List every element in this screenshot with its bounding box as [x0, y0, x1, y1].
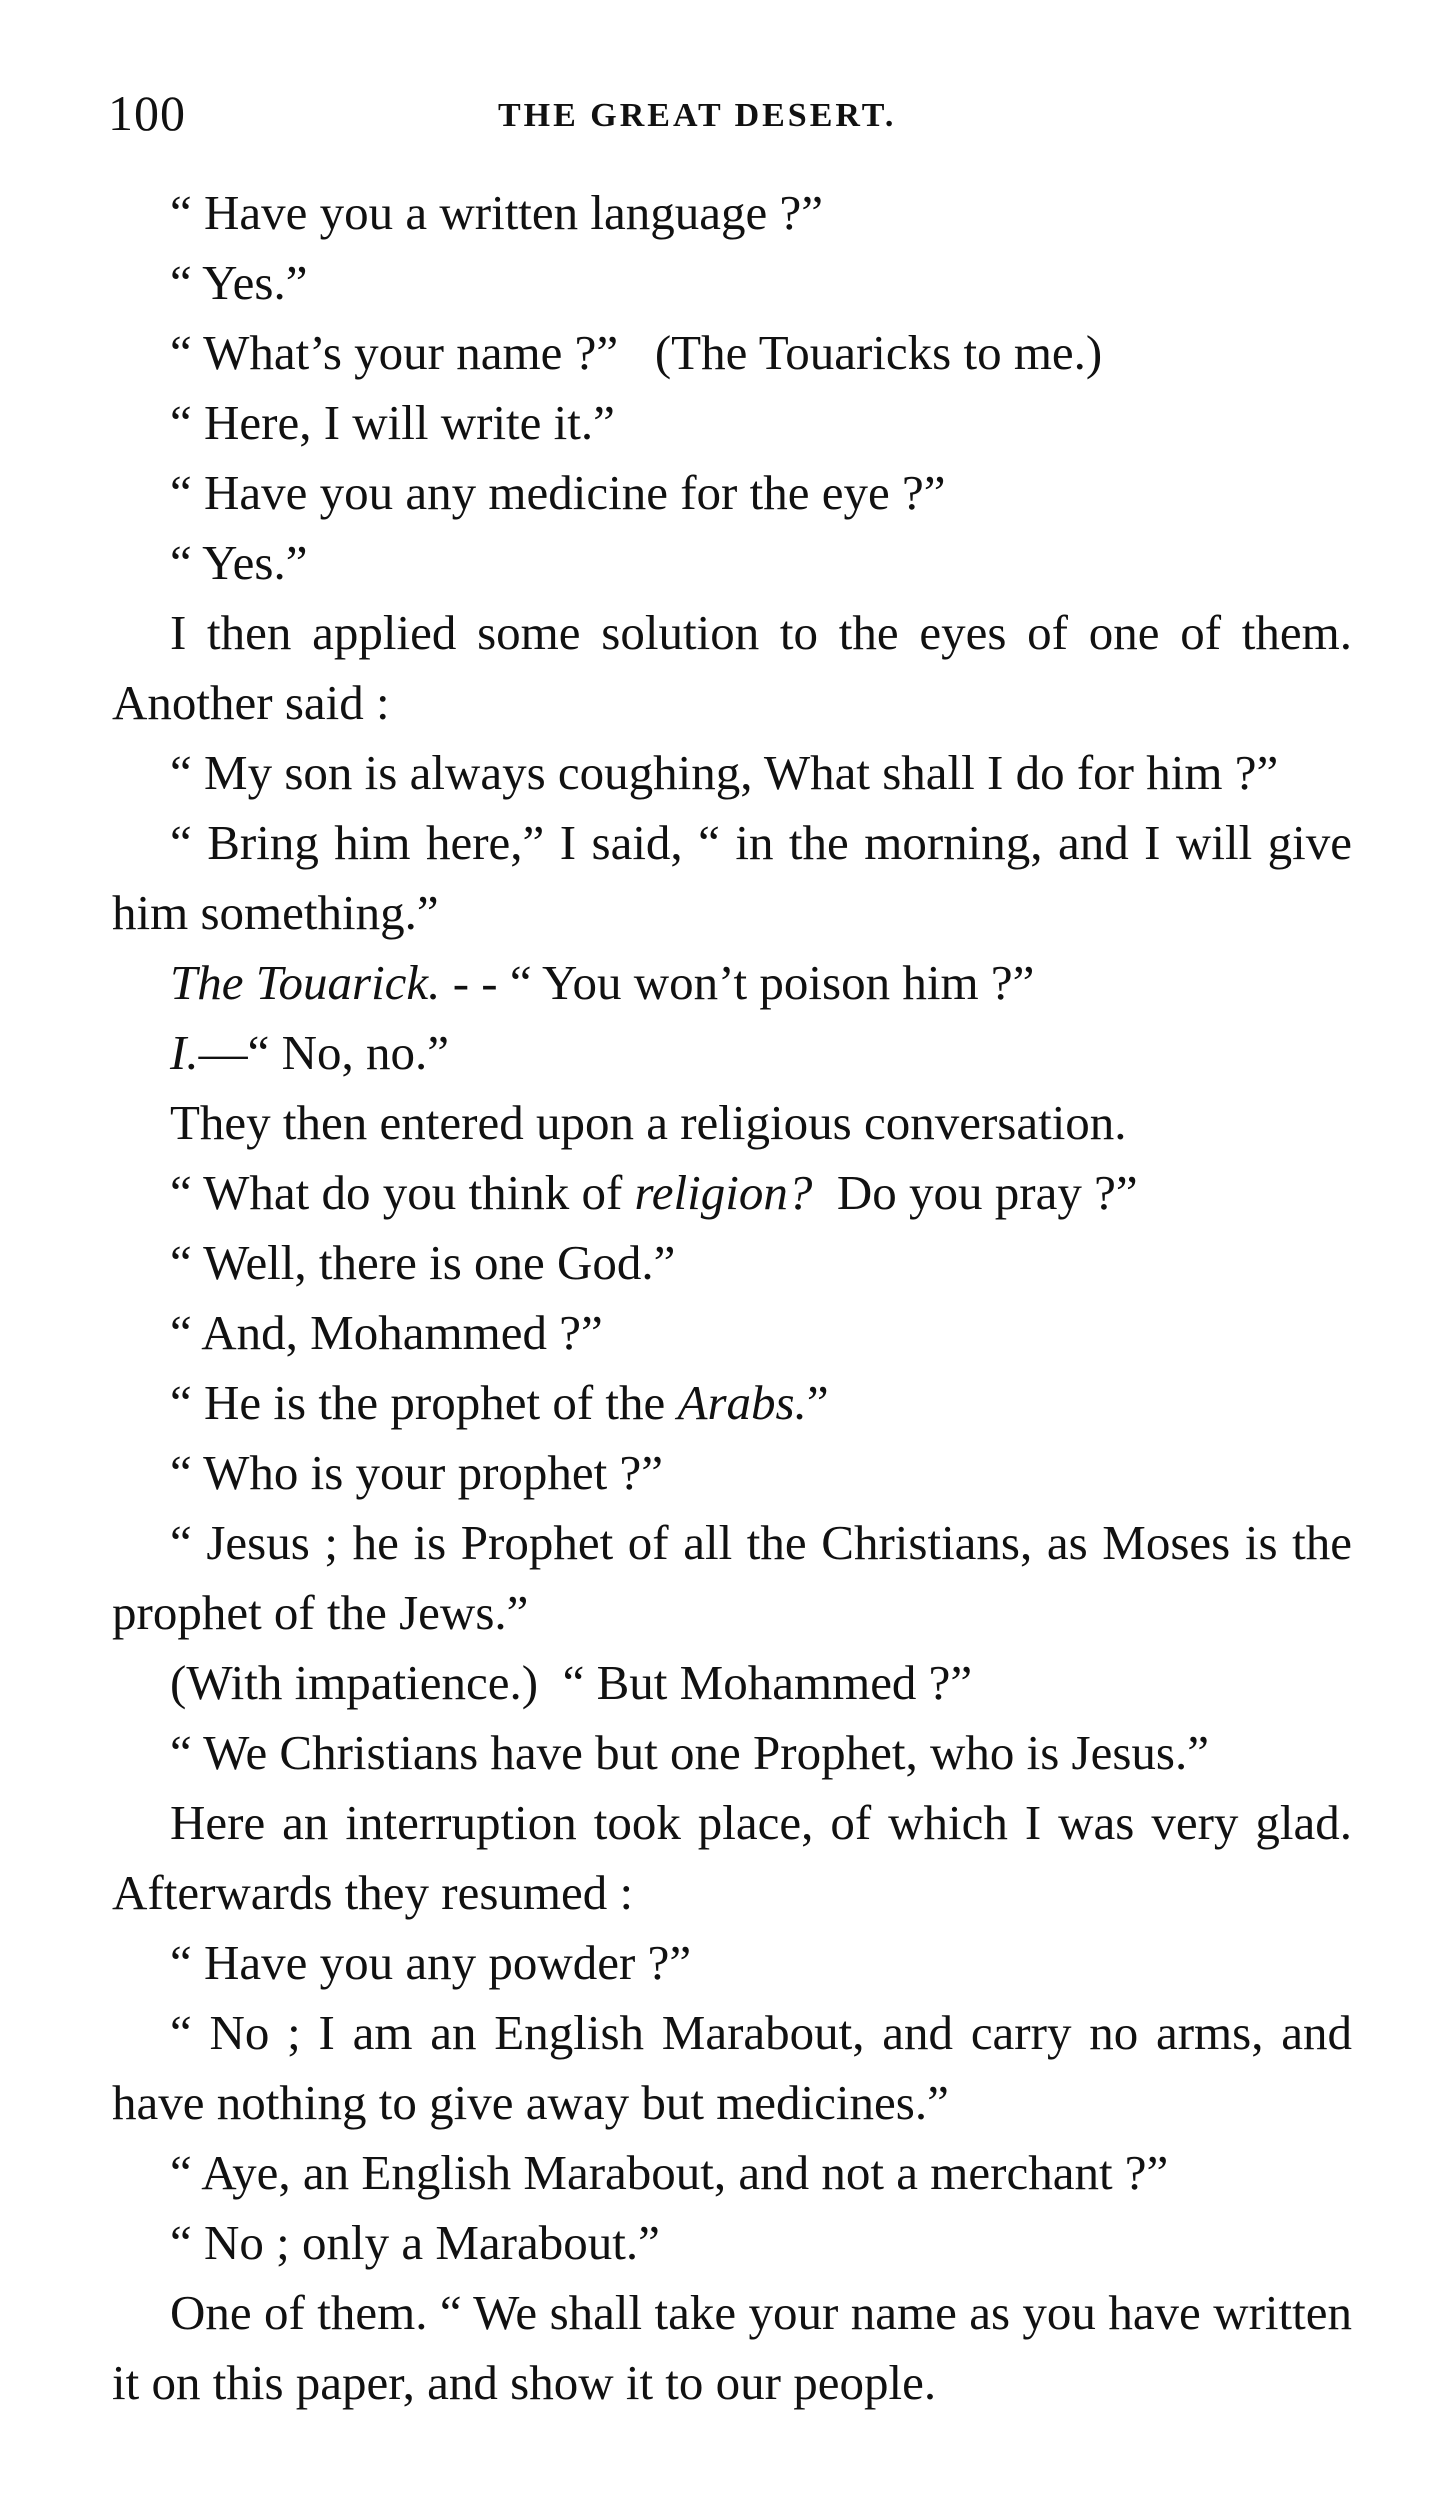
religion-italic: religion?	[634, 1165, 813, 1220]
paragraph-religious-conversation: They then entered upon a religious conversation.	[170, 1095, 1127, 1150]
paragraph-your-prophet: “ Who is your prophet ?”	[170, 1445, 664, 1500]
speaker-touarick: The Touarick.	[170, 955, 441, 1010]
page-number: 100	[108, 85, 186, 141]
paragraph-one-prophet: “ We Christians have but one Prophet, who is Jesus.”	[170, 1725, 1209, 1780]
paragraph-merchant: “ Aye, an English Marabout, and not a merchant ?”	[170, 2145, 1169, 2200]
paragraph-arabs	[112, 1368, 1352, 1438]
religion-pre: “ What do you think of	[170, 1165, 635, 1220]
no-no-line: —“ No, no.”	[198, 1025, 449, 1080]
paragraph-medicine: “ Have you any medicine for the eye ?”	[170, 465, 946, 520]
paragraph-son-coughing: “ My son is always coughing, What shall I do for him ?”	[170, 745, 1279, 800]
religion-post: Do you pray ?”	[812, 1165, 1138, 1220]
paragraph-one-god: “ Well, there is one God.”	[170, 1235, 676, 1290]
paragraph-your-name: “ What’s your name ?” (The Touaricks to me.)	[170, 325, 1103, 380]
arabs-italic: Arabs.	[677, 1375, 807, 1430]
paragraph-religion	[112, 1158, 1352, 1228]
body-text	[112, 178, 1352, 2418]
paragraph-powder: “ Have you any powder ?”	[170, 1935, 692, 1990]
paragraph-impatience: (With impatience.) “ But Mohammed ?”	[170, 1655, 973, 1710]
paragraph-poison	[112, 948, 1352, 1018]
running-title: THE GREAT DESERT.	[498, 97, 897, 134]
paragraph-yes-1: “ Yes.”	[170, 255, 308, 310]
paragraph-take-your-name: One of them. “ We shall take your name as you have written it on this paper, and show it to our people.	[112, 2285, 1352, 2410]
speaker-i: I.	[170, 1025, 199, 1080]
paragraph-mohammed: “ And, Mohammed ?”	[170, 1305, 603, 1360]
paragraph-applied-solution: I then applied some solution to the eyes of one of them. Another said :	[112, 605, 1352, 730]
arabs-pre: “ He is the prophet of the	[170, 1375, 678, 1430]
paragraph-write-it: “ Here, I will write it.”	[170, 395, 615, 450]
paragraph-only-marabout: “ No ; only a Marabout.”	[170, 2215, 660, 2270]
arabs-post: ”	[806, 1375, 829, 1430]
page-header	[108, 78, 1348, 148]
paragraph-written-language: “ Have you a written language ?”	[170, 185, 824, 240]
paragraph-bring-him: “ Bring him here,” I said, “ in the morning, and I will give him something.”	[112, 815, 1352, 940]
paragraph-interruption: Here an interruption took place, of which I was very glad. Afterwards they resumed :	[112, 1795, 1352, 1920]
paragraph-yes-2: “ Yes.”	[170, 535, 308, 590]
paragraph-jesus: “ Jesus ; he is Prophet of all the Christians, as Moses is the prophet of the Jews.”	[112, 1515, 1352, 1640]
paragraph-english-marabout: “ No ; I am an English Marabout, and carry no arms, and have nothing to give away but medicines.”	[112, 2005, 1352, 2130]
paragraph-no-no	[112, 1018, 1352, 1088]
poison-line: - - “ You won’t poison him ?”	[440, 955, 1035, 1010]
